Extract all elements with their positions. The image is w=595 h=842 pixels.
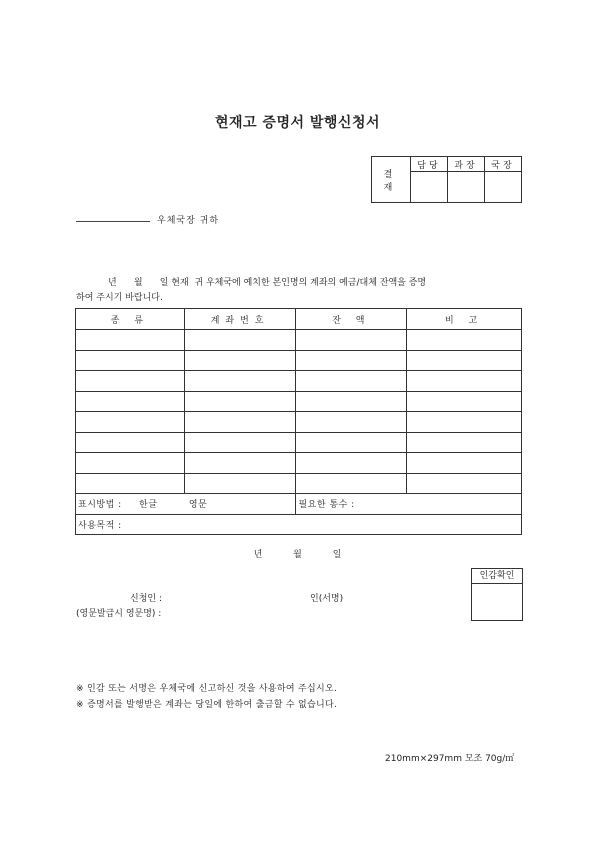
remarks-cell[interactable] [407, 350, 522, 371]
account-number-cell[interactable] [184, 371, 296, 392]
type-cell[interactable] [76, 473, 185, 494]
approval-header-manager: 과장 [448, 157, 485, 172]
table-row [76, 432, 522, 453]
request-body-line1: 년 월 일 현재 귀 우체국에 예치한 본인명의 계좌의 예금/대체 잔액을 증명 [108, 278, 427, 288]
remarks-cell[interactable] [407, 391, 522, 412]
seal-check-area[interactable] [472, 584, 522, 620]
approval-box [371, 156, 522, 203]
account-number-cell[interactable] [184, 391, 296, 412]
type-cell[interactable] [76, 432, 185, 453]
type-cell[interactable] [76, 350, 185, 371]
remarks-cell[interactable] [407, 371, 522, 392]
remarks-cell[interactable] [407, 330, 522, 351]
display-method-row [76, 494, 522, 515]
approval-header-director: 국장 [485, 157, 522, 172]
col-header-balance: 잔 액 [296, 309, 407, 330]
request-body [76, 276, 522, 306]
seal-signature-label: 인(서명) [310, 594, 344, 604]
approval-sign-staff[interactable] [411, 172, 448, 203]
seal-check-label: 인감확인 [472, 569, 522, 584]
account-number-cell[interactable] [184, 453, 296, 474]
remarks-cell[interactable] [407, 453, 522, 474]
col-header-account-number: 계좌번호 [184, 309, 296, 330]
display-option-english[interactable]: 영문 [188, 500, 208, 511]
applicant-english-name-label: (영문발급시 영문명) : [76, 609, 162, 619]
type-cell[interactable] [76, 371, 185, 392]
remarks-cell[interactable] [407, 432, 522, 453]
addressee: 우체국장 귀하 [157, 216, 220, 226]
account-number-cell[interactable] [184, 330, 296, 351]
table-row [76, 473, 522, 494]
account-table [75, 308, 522, 535]
remarks-cell[interactable] [407, 473, 522, 494]
balance-cell[interactable] [296, 432, 407, 453]
table-row [76, 391, 522, 412]
balance-cell[interactable] [296, 371, 407, 392]
approval-sign-manager[interactable] [448, 172, 485, 203]
note-item: ※ 인감 또는 서명은 우체국에 신고하신 것을 사용하여 주십시오. [76, 684, 338, 694]
balance-cell[interactable] [296, 350, 407, 371]
type-cell[interactable] [76, 391, 185, 412]
type-cell[interactable] [76, 330, 185, 351]
table-row [76, 371, 522, 392]
col-header-remarks: 비 고 [407, 309, 522, 330]
balance-cell[interactable] [296, 412, 407, 433]
display-method-label: 표시방법 : [78, 500, 122, 511]
type-cell[interactable] [76, 453, 185, 474]
table-row [76, 330, 522, 351]
table-header-row [76, 309, 522, 330]
note-item: ※ 증명서를 발행받은 계좌는 당일에 한하여 출금할 수 없습니다. [76, 700, 338, 710]
purpose-row [76, 514, 522, 535]
display-option-korean[interactable]: 한글 [139, 500, 158, 511]
account-number-cell[interactable] [184, 350, 296, 371]
form-title: 현재고 증명서 발행신청서 [214, 115, 380, 131]
copies-label: 필요한 통수 : [298, 500, 355, 511]
table-row [76, 350, 522, 371]
notes [76, 681, 337, 713]
request-body-line2: 하여 주시기 바랍니다. [76, 293, 163, 303]
seal-check-box [471, 568, 523, 621]
account-number-cell[interactable] [184, 432, 296, 453]
remarks-cell[interactable] [407, 412, 522, 433]
type-cell[interactable] [76, 412, 185, 433]
purpose-cell[interactable] [76, 514, 522, 535]
account-number-cell[interactable] [184, 473, 296, 494]
col-header-type: 종 류 [76, 309, 185, 330]
table-row [76, 453, 522, 474]
purpose-label: 사용목적 : [78, 520, 122, 531]
balance-cell[interactable] [296, 330, 407, 351]
paper-spec: 210mm×297mm 모조 70g/㎡ [385, 754, 515, 764]
balance-cell[interactable] [296, 453, 407, 474]
account-number-cell[interactable] [184, 412, 296, 433]
balance-cell[interactable] [296, 473, 407, 494]
approval-sign-director[interactable] [485, 172, 522, 203]
post-office-name-field[interactable] [76, 221, 150, 222]
date-line: 년 월 일 [253, 550, 342, 560]
applicant-label: 신청인 : [130, 594, 162, 604]
balance-cell[interactable] [296, 391, 407, 412]
table-row [76, 412, 522, 433]
approval-label: 결 재 [372, 157, 411, 203]
display-method-cell[interactable] [76, 494, 296, 515]
approval-header-staff: 담당 [411, 157, 448, 172]
copies-cell[interactable] [296, 494, 522, 515]
